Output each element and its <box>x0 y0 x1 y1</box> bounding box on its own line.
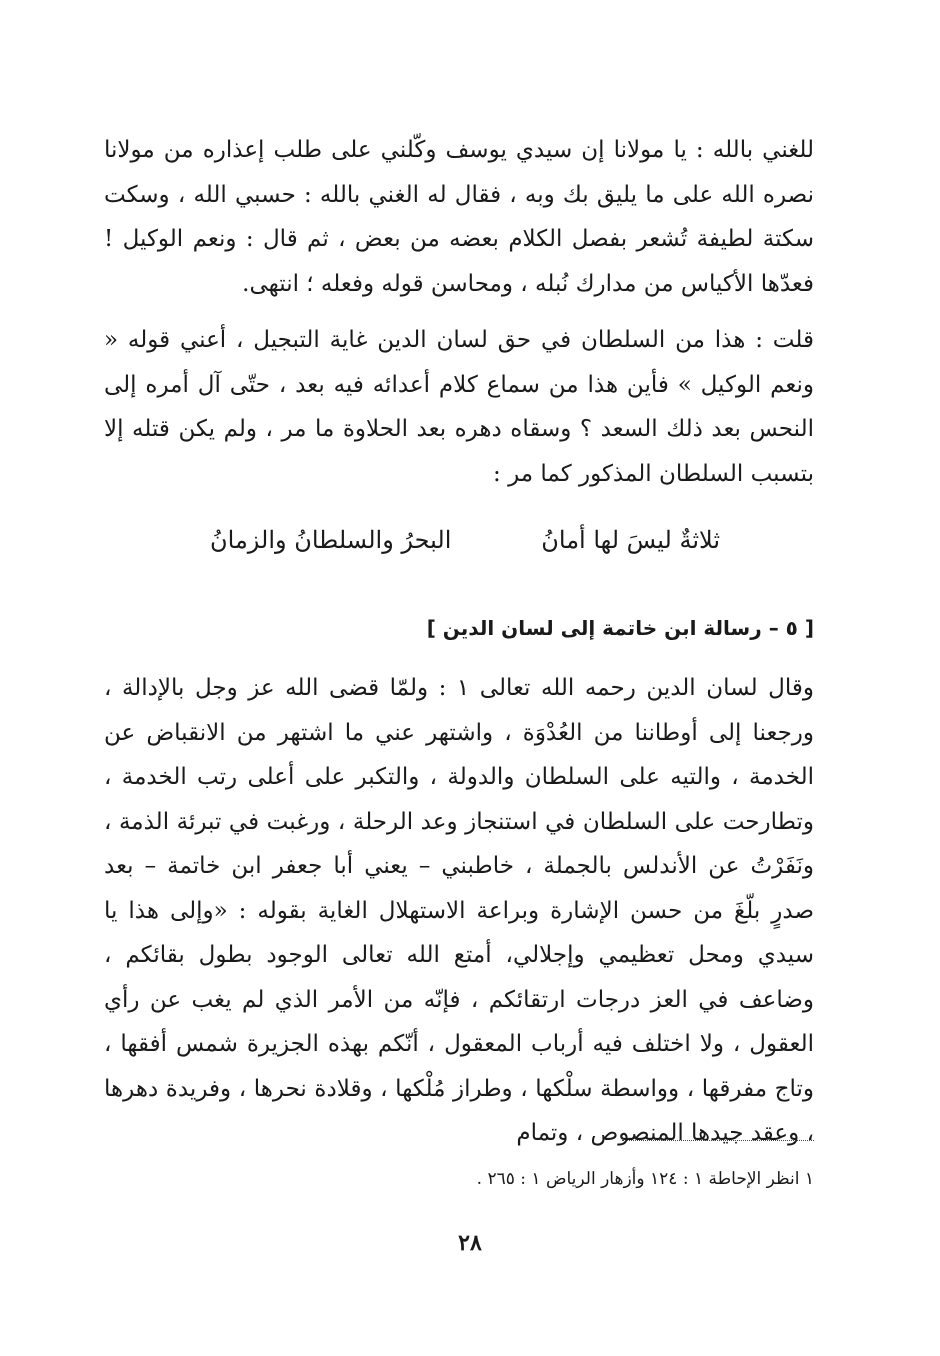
verse-second-hemistich: البحرُ والسلطانُ والزمانُ <box>210 526 452 554</box>
footnote-divider <box>622 1140 814 1141</box>
footnote: ١ انظر الإحاطة ١ : ١٢٤ وأزهار الرياض ١ : ٢٦٥ . <box>476 1169 814 1189</box>
paragraph-1: للغني بالله : يا مولانا إن سيدي يوسف وكّلني على طلب إعذاره من مولانا نصره الله على ما يليق بك وبه ، فقال له الغني بالله : حسبي الله ، وسكت سكتة لطيفة تُشعر بفصل الكلام بعضه من بعض ، ثم قال : ونعم الوكيل ! فعدّها الأكياس من مدارك نُبله ، ومحاسن قوله وفعله ؛ انتهى. <box>104 137 814 297</box>
paragraph-2: قلت : هذا من السلطان في حق لسان الدين غاية التبجيل ، أعني قوله « ونعم الوكيل » فأين هذا من سماع كلام أعدائه فيه بعد ، حتّى آل أمره إلى النحس بعد ذلك السعد ؟ وسقاه دهره بعد الحلاوة ما مر ، ولم يكن قتله إلا بتسبب السلطان المذكور كما مر : <box>104 327 814 487</box>
verse-first-hemistich: ثلاثةٌ ليسَ لها أمانُ <box>541 526 720 554</box>
poem-verse <box>210 520 720 560</box>
paragraph-3: وقال لسان الدين رحمه الله تعالى ١ : ولمّا قضى الله عز وجل بالإدالة ، ورجعنا إلى أوطاننا من العُدْوَة ، واشتهر عني ما اشتهر من الانقباض عن الخدمة ، والتيه على السلطان والدولة ، والتكبر على أعلى رتب الخدمة ، وتطارحت على السلطان في استنجاز وعد الرحلة ، ورغبت في تبرئة الذمة ، ونَفَرْتُ عن الأندلس بالجملة ، خاطبني – يعني أبا جعفر ابن خاتمة – بعد صدرٍ بلّغَ من حسن الإشارة وبراعة الاستهلال الغاية بقوله : «وإلى هذا يا سيدي ومحل تعظيمي وإجلالي، أمتع الله تعالى الوجود بطول بقائكم ، وضاعف في العز درجات ارتقائكم ، فإنّه من الأمر الذي لم يغب عن رأي العقول ، ولا اختلف فيه أرباب المعقول ، أنّكم بهذه الجزيرة شمس أفقها ، وتاج مفرقها ، وواسطة سلْكها ، وطراز مُلْكها ، وقلادة نحرها ، وفريدة دهرها ، وعقد جيدها المنصوص ، وتمام <box>104 675 814 1146</box>
section-heading: [ ٥ – رسالة ابن خاتمة إلى لسان الدين ] <box>426 616 814 640</box>
page-number: ٢٨ <box>458 1230 482 1256</box>
